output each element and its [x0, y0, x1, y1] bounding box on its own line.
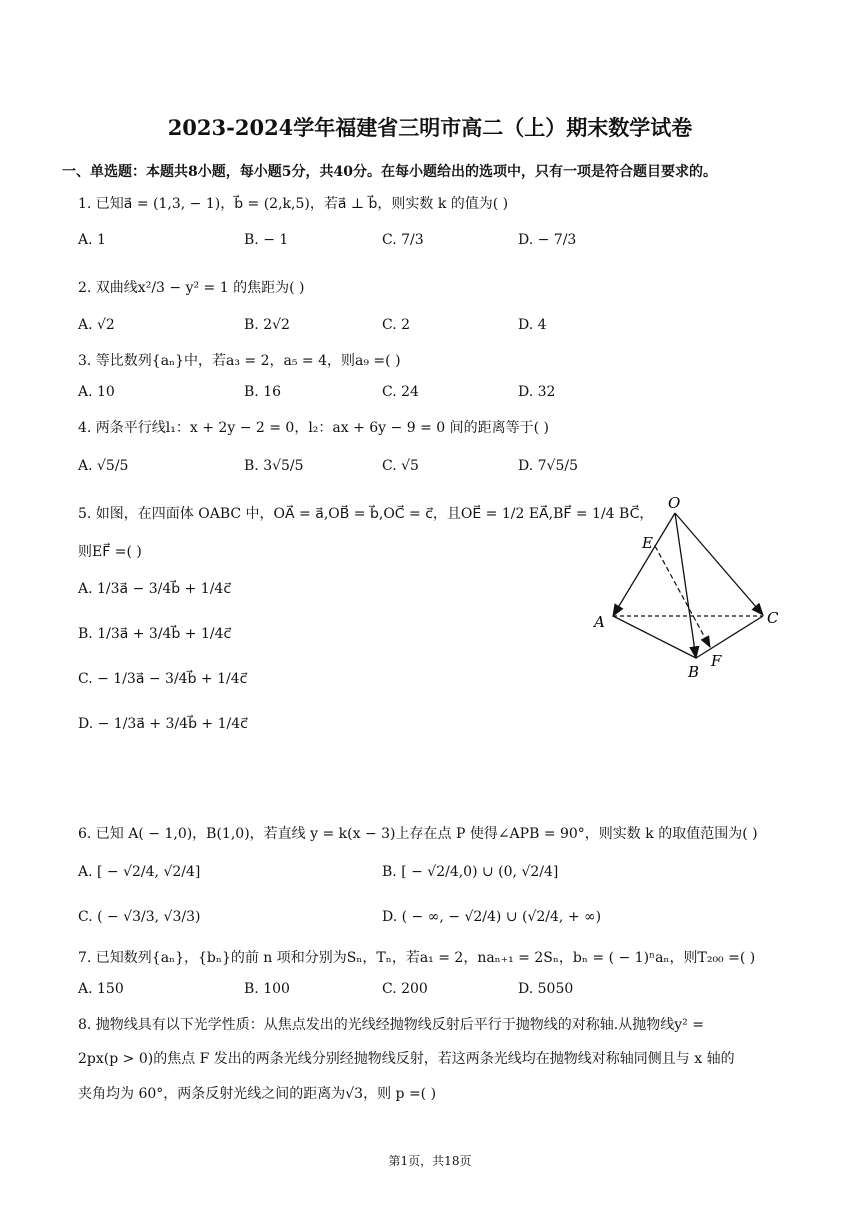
- q6-option-a: A. [ − √2/4, √2/4]: [78, 864, 201, 880]
- q2-option-d: D. 4: [518, 317, 547, 333]
- q5-option-b: B. 1/3a⃗ + 3/4b⃗ + 1/4c⃗: [78, 626, 232, 642]
- q4-option-b: B. 3√5/5: [244, 458, 304, 474]
- question-8-stem-line2: 2px(p > 0)的焦点 F 发出的两条光线分别经抛物线反射，若这两条光线均在抛物线对称轴同侧且与 x 轴的: [78, 1051, 735, 1067]
- tetrahedron-figure: [580, 490, 790, 690]
- q5-option-a: A. 1/3a⃗ − 3/4b⃗ + 1/4c⃗: [78, 581, 232, 597]
- q7-option-c: C. 200: [382, 981, 428, 997]
- label-o: O: [668, 494, 681, 512]
- page-footer: 第1页，共18页: [388, 1154, 472, 1168]
- question-5-stem: 5. 如图，在四面体 OABC 中，OA⃗ = a⃗,OB⃗ = b⃗,OC⃗ = c⃗，且OE⃗ = 1/2 EA⃗,BF⃗ = 1/4 BC⃗，: [78, 506, 654, 522]
- question-1-stem: 1. 已知a⃗ = (1,3, − 1)，b⃗ = (2,k,5)，若a⃗ ⊥ b⃗，则实数 k 的值为( ): [78, 196, 509, 212]
- question-3-stem: 3. 等比数列{aₙ}中，若a₃ = 2，a₅ = 4，则a₉ =( ): [78, 353, 401, 369]
- q7-option-a: A. 150: [78, 981, 124, 997]
- q3-option-d: D. 32: [518, 384, 556, 400]
- q1-option-d: D. − 7/3: [518, 232, 577, 248]
- label-c: C: [767, 609, 779, 627]
- question-5-stem-line2: 则EF⃗ =( ): [78, 544, 142, 560]
- q7-option-d: D. 5050: [518, 981, 574, 997]
- q2-option-b: B. 2√2: [244, 317, 290, 333]
- q7-option-b: B. 100: [244, 981, 290, 997]
- question-7-stem: 7. 已知数列{aₙ}，{bₙ}的前 n 项和分别为Sₙ，Tₙ，若a₁ = 2，naₙ₊₁ = 2Sₙ，bₙ = ( − 1)ⁿaₙ，则T₂₀₀ =( ): [78, 950, 756, 966]
- edge-ob: [675, 513, 696, 658]
- label-e: E: [642, 534, 653, 552]
- section-heading: 一、单选题：本题共8小题，每小题5分，共40分。在每小题给出的选项中，只有一项是符合题目要求的。: [62, 164, 717, 180]
- edge-ab: [613, 616, 696, 658]
- question-8-stem-line3: 夹角均为 60°，两条反射光线之间的距离为√3，则 p =( ): [78, 1086, 437, 1102]
- question-2-stem: 2. 双曲线x²/3 − y² = 1 的焦距为( ): [78, 280, 305, 296]
- page-title: 2023-2024学年福建省三明市高二（上）期末数学试卷: [167, 115, 693, 140]
- q6-option-b: B. [ − √2/4,0) ∪ (0, √2/4]: [382, 864, 559, 880]
- label-f: F: [711, 652, 722, 670]
- edge-oa: [613, 513, 675, 616]
- q5-option-c: C. − 1/3a⃗ − 3/4b⃗ + 1/4c⃗: [78, 671, 248, 687]
- label-b: B: [688, 663, 700, 681]
- q1-option-a: A. 1: [78, 232, 106, 248]
- q6-option-d: D. ( − ∞, − √2/4) ∪ (√2/4, + ∞): [382, 909, 602, 925]
- question-8-stem: 8. 抛物线具有以下光学性质：从焦点发出的光线经抛物线反射后平行于抛物线的对称轴.从抛物线y² =: [78, 1017, 704, 1033]
- q3-option-b: B. 16: [244, 384, 282, 400]
- q3-option-a: A. 10: [78, 384, 115, 400]
- q4-option-a: A. √5/5: [78, 458, 129, 474]
- q3-option-c: C. 24: [382, 384, 419, 400]
- q1-option-b: B. − 1: [244, 232, 289, 248]
- question-4-stem: 4. 两条平行线l₁：x + 2y − 2 = 0，l₂：ax + 6y − 9 = 0 间的距离等于( ): [78, 420, 549, 436]
- q1-option-c: C. 7/3: [382, 232, 424, 248]
- q2-option-c: C. 2: [382, 317, 411, 333]
- q4-option-d: D. 7√5/5: [518, 458, 578, 474]
- question-6-stem: 6. 已知 A( − 1,0)，B(1,0)，若直线 y = k(x − 3)上存在点 P 使得∠APB = 90°，则实数 k 的取值范围为( ): [78, 826, 758, 842]
- edge-bc: [696, 616, 763, 658]
- q5-option-d: D. − 1/3a⃗ + 3/4b⃗ + 1/4c⃗: [78, 716, 248, 732]
- q6-option-c: C. ( − √3/3, √3/3): [78, 909, 201, 925]
- label-a: A: [594, 613, 605, 631]
- q2-option-a: A. √2: [78, 317, 115, 333]
- q4-option-c: C. √5: [382, 458, 419, 474]
